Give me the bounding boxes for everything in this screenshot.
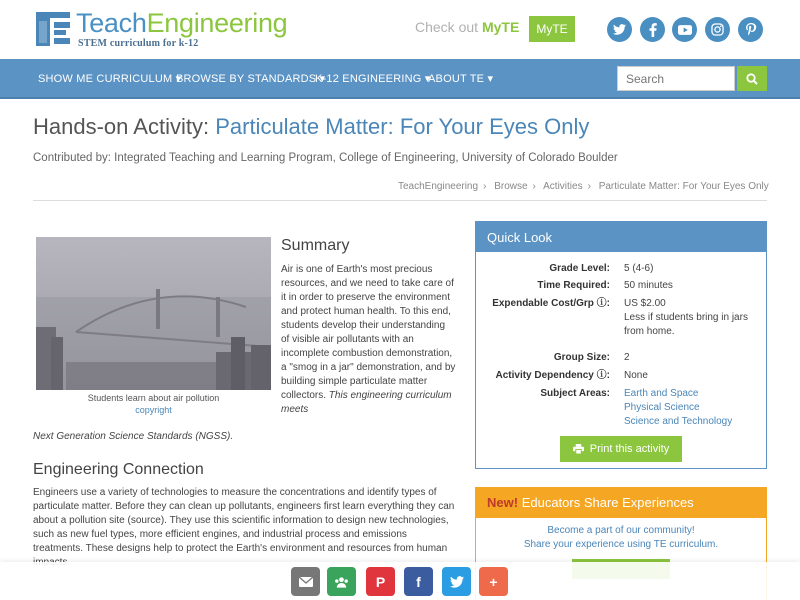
nav-show-me-curriculum[interactable]: SHOW ME CURRICULUM ▾ [38, 73, 182, 85]
teachengineering-logo-icon[interactable] [36, 12, 70, 46]
facebook-share-icon[interactable]: f [404, 567, 433, 596]
air-pollution-photo [36, 237, 271, 390]
search-icon [746, 73, 758, 85]
print-activity-button[interactable]: Print this activity [560, 436, 682, 462]
print-icon [573, 444, 584, 454]
subject-link-physical-science[interactable]: Physical Science [624, 402, 700, 413]
main-nav [0, 59, 800, 99]
quick-look-panel: Quick Look Grade Level: 5 (4-6) Time Required: 50 minutes Expendable Cost/Grp ⓘ: US $2.00 Less if students bring in jars from home. Group Size: 2 Activity Dependency ⓘ: None Subject Areas: Earth and Space Physical Science Science and Technology Print this activity [475, 221, 767, 469]
breadcrumb-activities[interactable]: Activities [543, 181, 583, 192]
twitter-icon[interactable] [607, 17, 632, 42]
subject-link-science-technology[interactable]: Science and Technology [624, 416, 733, 427]
youtube-icon[interactable] [672, 17, 697, 42]
share-bar [0, 562, 800, 600]
brand-tagline: STEM curriculum for k-12 [78, 38, 199, 49]
breadcrumb: TeachEngineering › Browse › Activities › Particulate Matter: For Your Eyes Only [398, 181, 769, 192]
more-share-icon[interactable]: + [479, 567, 508, 596]
engineering-connection-heading: Engineering Connection [33, 461, 204, 478]
community-text: Become a part of our community! [547, 525, 695, 536]
brand-name[interactable]: TeachEngineering [76, 8, 288, 38]
pinterest-share-icon[interactable]: P [366, 567, 395, 596]
myte-button[interactable]: MyTE [529, 16, 575, 42]
checkout-myte-text: Check out MyTE [415, 19, 520, 35]
email-share-icon[interactable] [291, 567, 320, 596]
pinterest-icon[interactable] [738, 17, 763, 42]
info-icon[interactable]: ⓘ [596, 370, 607, 381]
page-title: Hands-on Activity: Particulate Matter: For Your Eyes Only [33, 114, 590, 139]
educators-share-heading: New! Educators Share Experiences [476, 488, 766, 518]
instagram-icon[interactable] [705, 17, 730, 42]
nav-about-te[interactable]: ABOUT TE ▾ [428, 73, 494, 85]
search-button[interactable] [737, 66, 767, 91]
contributed-by: Contributed by: Integrated Teaching and Learning Program, College of Engineering, University of Colorado Boulder [33, 152, 618, 164]
twitter-share-icon[interactable] [442, 567, 471, 596]
quick-look-heading: Quick Look [476, 222, 766, 252]
share-experience-text: Share your experience using TE curriculum. [523, 539, 719, 550]
subject-link-earth-space[interactable]: Earth and Space [624, 388, 699, 399]
facebook-icon[interactable] [640, 17, 665, 42]
summary-text: Air is one of Earth's most precious resources, and we need to take care of it in order to preserve the environment and protect human health. To this end, students develop their understanding of visible air pollutants with an incomplete combustion demonstration, a "smog in a jar" demonstration, and by building simple particulate matter collectors. This engineering curriculum meets [281, 264, 456, 415]
copyright-link[interactable]: copyright [135, 405, 172, 415]
google-classroom-share-icon[interactable] [327, 567, 356, 596]
ngss-text: Next Generation Science Standards (NGSS). [33, 431, 234, 442]
site-header [0, 0, 800, 58]
nav-k12-engineering[interactable]: K-12 ENGINEERING ▾ [315, 73, 431, 85]
engineering-connection-text: Engineers use a variety of technologies to measure the concentrations and identify types of particulate matter. Before they can clean up pollutants, engineers first learn everything they can about a pollution site (source). They use this scientific information to design new technologies, such as new fuel types, more efficient engines, and industrial process and emissions treatments. These designs help to protect the Earth's environment and resources from human [33, 487, 455, 554]
nav-browse-by-standards[interactable]: BROWSE BY STANDARDS ▾ [176, 73, 326, 85]
breadcrumb-home[interactable]: TeachEngineering [398, 181, 479, 192]
summary-heading: Summary [281, 237, 350, 254]
breadcrumb-current: Particulate Matter: For Your Eyes Only [598, 181, 769, 192]
photo-caption: Students learn about air pollution [87, 393, 220, 403]
breadcrumb-browse[interactable]: Browse [494, 181, 528, 192]
divider [33, 200, 767, 201]
info-icon[interactable]: ⓘ [596, 298, 607, 309]
search-input[interactable] [617, 66, 735, 91]
